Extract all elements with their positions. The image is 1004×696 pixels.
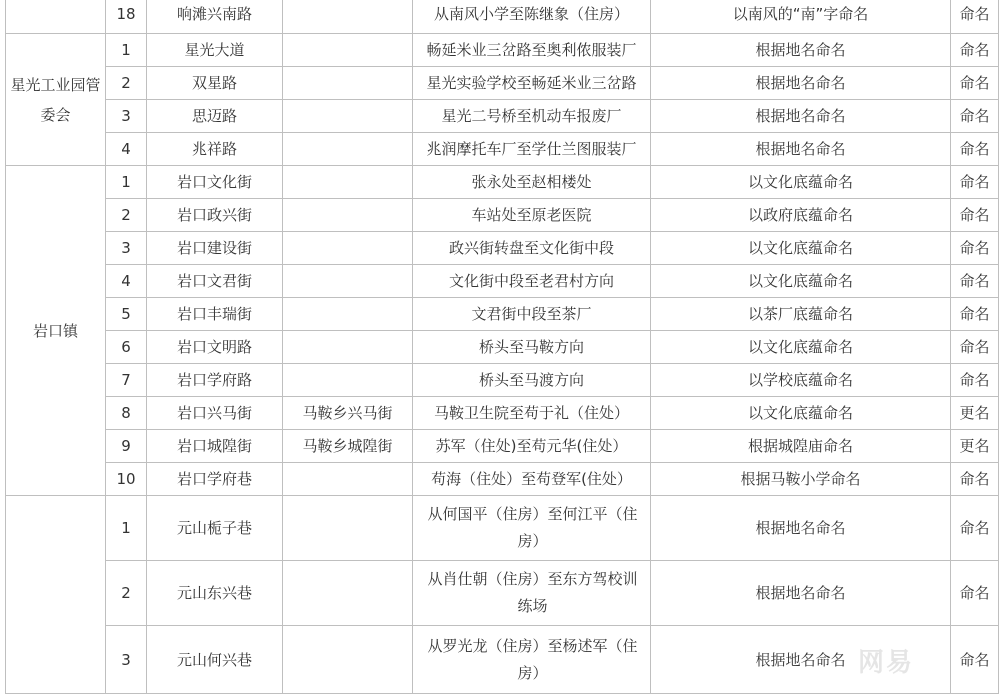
old-name [283,561,413,626]
street-name: 响滩兴南路 [147,0,283,34]
street-range: 桥头至马鞍方向 [413,331,651,364]
action-type: 命名 [951,298,999,331]
naming-reason: 以文化底蕴命名 [651,166,951,199]
town-cell: 星光工业园管委会 [6,34,106,166]
action-type: 更名 [951,430,999,463]
naming-reason: 以南风的“南”字命名 [651,0,951,34]
row-number: 2 [106,561,147,626]
old-name: 马鞍乡城隍街 [283,430,413,463]
old-name [283,331,413,364]
action-type: 命名 [951,199,999,232]
naming-reason: 以文化底蕴命名 [651,397,951,430]
table-row [6,331,999,364]
naming-reason: 根据地名命名 [651,561,951,626]
street-range: 从南风小学至陈继象（住房） [413,0,651,34]
street-range: 从何国平（住房）至何江平（住房） [413,496,651,561]
street-name: 岩口丰瑞街 [147,298,283,331]
row-number: 1 [106,496,147,561]
watermark-logo: 网易 [858,648,915,678]
row-number: 3 [106,626,147,694]
row-number: 1 [106,166,147,199]
row-number: 2 [106,67,147,100]
old-name [283,34,413,67]
old-name [283,298,413,331]
table-row [6,199,999,232]
row-number: 2 [106,199,147,232]
old-name [283,463,413,496]
action-type: 命名 [951,626,999,694]
table-row [6,232,999,265]
row-number: 5 [106,298,147,331]
table-row [6,166,999,199]
street-range: 马鞍卫生院至苟于礼（住处） [413,397,651,430]
old-name [283,100,413,133]
street-name: 元山栀子巷 [147,496,283,561]
street-range: 星光实验学校至畅延米业三岔路 [413,67,651,100]
table-row [6,133,999,166]
table-row [6,364,999,397]
action-type: 命名 [951,265,999,298]
table-row [6,496,999,561]
street-range: 车站处至原老医院 [413,199,651,232]
action-type: 命名 [951,496,999,561]
action-type: 命名 [951,67,999,100]
table-row [6,0,999,34]
action-type: 命名 [951,331,999,364]
street-name: 岩口文君街 [147,265,283,298]
action-type: 更名 [951,397,999,430]
street-naming-table [5,0,999,694]
street-name: 岩口政兴街 [147,199,283,232]
row-number: 10 [106,463,147,496]
old-name [283,496,413,561]
naming-reason: 根据地名命名 [651,133,951,166]
table-row [6,626,999,694]
old-name [283,166,413,199]
old-name [283,265,413,298]
street-range: 苟海（住处）至苟登军(住处） [413,463,651,496]
table-row [6,561,999,626]
row-number: 8 [106,397,147,430]
table-row [6,397,999,430]
action-type: 命名 [951,561,999,626]
row-number: 7 [106,364,147,397]
street-range: 从肖仕朝（住房）至东方驾校训练场 [413,561,651,626]
street-range: 文君街中段至茶厂 [413,298,651,331]
street-range: 桥头至马渡方向 [413,364,651,397]
action-type: 命名 [951,100,999,133]
naming-reason: 根据城隍庙命名 [651,430,951,463]
street-name: 岩口文化街 [147,166,283,199]
action-type: 命名 [951,34,999,67]
row-number: 4 [106,133,147,166]
street-range: 苏军（住处)至苟元华(住处） [413,430,651,463]
row-number: 3 [106,232,147,265]
street-name: 岩口兴马街 [147,397,283,430]
old-name [283,199,413,232]
street-range: 张永处至赵相楼处 [413,166,651,199]
naming-reason: 以文化底蕴命名 [651,232,951,265]
table-row [6,67,999,100]
action-type: 命名 [951,133,999,166]
naming-reason: 根据地名命名 [651,496,951,561]
naming-reason: 根据地名命名 [651,100,951,133]
street-name: 元山何兴巷 [147,626,283,694]
town-cell: 岩口镇 [6,166,106,496]
old-name [283,364,413,397]
street-range: 畅延米业三岔路至奥利侬服装厂 [413,34,651,67]
street-name: 思迈路 [147,100,283,133]
action-type: 命名 [951,463,999,496]
street-range: 兆润摩托车厂至学仕兰图服装厂 [413,133,651,166]
street-name: 星光大道 [147,34,283,67]
street-range: 星光二号桥至机动车报废厂 [413,100,651,133]
naming-reason: 根据地名命名 [651,626,951,694]
town-cell [6,496,106,694]
action-type: 命名 [951,0,999,34]
town-cell [6,0,106,34]
street-name: 双星路 [147,67,283,100]
row-number: 9 [106,430,147,463]
street-name: 兆祥路 [147,133,283,166]
naming-reason: 根据地名命名 [651,34,951,67]
naming-reason: 以学校底蕴命名 [651,364,951,397]
naming-reason: 以政府底蕴命名 [651,199,951,232]
row-number: 4 [106,265,147,298]
street-name: 岩口城隍街 [147,430,283,463]
street-range: 政兴街转盘至文化街中段 [413,232,651,265]
street-name: 岩口学府巷 [147,463,283,496]
naming-reason: 以文化底蕴命名 [651,265,951,298]
old-name [283,133,413,166]
old-name [283,67,413,100]
street-name: 岩口文明路 [147,331,283,364]
row-number: 18 [106,0,147,34]
street-range: 从罗光龙（住房）至杨述军（住房） [413,626,651,694]
action-type: 命名 [951,166,999,199]
action-type: 命名 [951,364,999,397]
old-name [283,626,413,694]
naming-reason: 根据马鞍小学命名 [651,463,951,496]
table-row [6,34,999,67]
row-number: 3 [106,100,147,133]
naming-reason: 以茶厂底蕴命名 [651,298,951,331]
row-number: 6 [106,331,147,364]
table-row [6,430,999,463]
street-range: 文化街中段至老君村方向 [413,265,651,298]
naming-reason: 根据地名命名 [651,67,951,100]
old-name: 马鞍乡兴马街 [283,397,413,430]
table-row [6,298,999,331]
table-row [6,100,999,133]
table-row [6,463,999,496]
table-row [6,265,999,298]
naming-reason: 以文化底蕴命名 [651,331,951,364]
action-type: 命名 [951,232,999,265]
street-name: 岩口建设街 [147,232,283,265]
street-name: 岩口学府路 [147,364,283,397]
old-name [283,232,413,265]
street-name: 元山东兴巷 [147,561,283,626]
old-name [283,0,413,34]
row-number: 1 [106,34,147,67]
